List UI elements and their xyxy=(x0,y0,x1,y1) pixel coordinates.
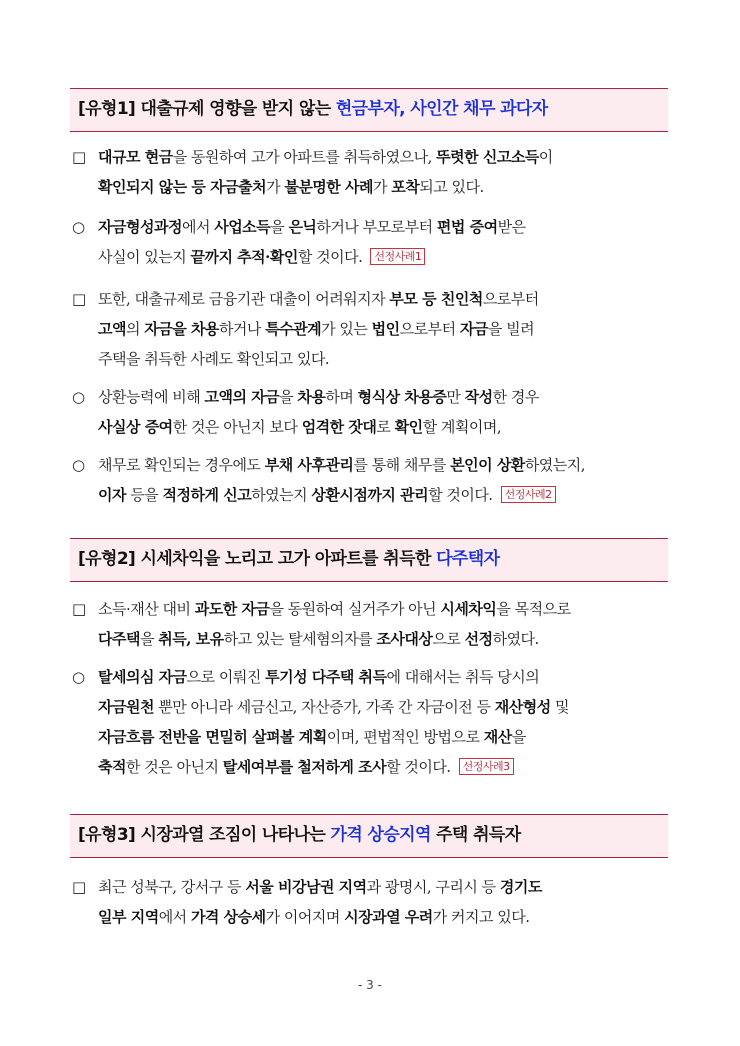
paragraph-circle xyxy=(72,212,676,272)
body-text: 이며, 편법적인 방법으로 xyxy=(326,728,484,746)
body-text: 최근 성북구, 강서구 등 xyxy=(98,878,246,896)
body-text: 하였는지, xyxy=(524,456,586,474)
body-text: 을 동원하여 고가 아파트를 취득하였으나, xyxy=(172,148,437,166)
emphasis-text: 경기도 xyxy=(499,878,542,896)
text-line xyxy=(72,594,676,624)
body-text: 으로 이뤄진 xyxy=(186,668,266,686)
section-header-highlight: 현금부자 xyxy=(335,99,400,119)
text-line xyxy=(72,624,676,654)
body-text: 가 xyxy=(266,178,285,196)
text-line xyxy=(72,480,676,510)
body-text: 하였는지 xyxy=(251,486,312,504)
text-line xyxy=(72,212,676,242)
paragraph-circle xyxy=(72,662,676,782)
body-text: 하며 xyxy=(325,388,358,406)
body-text: 되고 있다. xyxy=(419,178,484,196)
text-line xyxy=(72,314,676,344)
emphasis-text: 상환시점까지 관리 xyxy=(311,486,429,504)
emphasis-text: 형식상 차용증 xyxy=(357,388,447,406)
emphasis-text: 고액의 자금 xyxy=(204,388,280,406)
body-text: 한 것은 아닌지 보다 xyxy=(172,418,302,436)
body-text: 한 것은 아닌지 xyxy=(125,758,223,776)
body-text: 가 xyxy=(373,178,392,196)
emphasis-text: 뚜렷한 신고소득 xyxy=(436,148,539,166)
body-text: 로 xyxy=(376,418,395,436)
emphasis-text: 확인되지 않는 등 자금출처 xyxy=(98,178,267,196)
emphasis-text: 탈세여부를 철저하게 조사 xyxy=(222,758,387,776)
paragraph-circle xyxy=(72,382,676,442)
section-header-highlight: 다주택자 xyxy=(436,549,500,569)
body-text: 할 것이다. xyxy=(428,486,493,504)
text-line xyxy=(72,412,676,442)
body-text: 으로부터 xyxy=(482,290,539,308)
emphasis-text: 자금원천 xyxy=(98,698,154,716)
paragraph-square xyxy=(72,142,676,202)
emphasis-text: 자금을 차용 xyxy=(144,320,219,338)
emphasis-text: 사실상 증여 xyxy=(98,418,173,436)
circle-bullet-icon: ○ xyxy=(72,668,85,686)
text-line xyxy=(72,172,676,202)
section-header-highlight: 가격 상승지역 xyxy=(330,825,431,845)
emphasis-text: 선정 xyxy=(464,630,493,648)
emphasis-text: 포착 xyxy=(391,178,420,196)
section-header-text: 주택 취득자 xyxy=(430,825,521,845)
emphasis-text: 은닉 xyxy=(288,218,317,236)
emphasis-text: 작성 xyxy=(464,388,493,406)
emphasis-text: 이자 xyxy=(98,486,126,504)
body-text: 할 계획이며, xyxy=(422,418,502,436)
emphasis-text: 다주택 xyxy=(98,630,140,648)
body-text: 소득·재산 대비 xyxy=(98,600,195,618)
body-text: 등을 xyxy=(125,486,163,504)
body-text: 을 목적으로 xyxy=(496,600,571,618)
text-line xyxy=(72,722,676,752)
emphasis-text: 본인이 상환 xyxy=(450,456,525,474)
emphasis-text: 특수관계 xyxy=(265,320,322,338)
circle-bullet-icon: ○ xyxy=(72,388,85,406)
body-text: 를 통해 채무를 xyxy=(353,456,451,474)
emphasis-text: 대규모 현금 xyxy=(98,148,173,166)
emphasis-text: 취득, 보유 xyxy=(158,630,224,648)
emphasis-text: 편법 증여 xyxy=(436,218,498,236)
body-text: 하였다. xyxy=(492,630,539,648)
body-text: 사실이 있는지 xyxy=(98,248,191,266)
body-text: 받은 xyxy=(497,218,526,236)
body-text: 가 이어지며 xyxy=(265,908,345,926)
section-header-type2 xyxy=(70,538,668,582)
emphasis-text: 시세차익 xyxy=(440,600,497,618)
emphasis-text: 탈세의심 자금 xyxy=(98,668,187,686)
emphasis-text: 엄격한 잣대 xyxy=(301,418,377,436)
case-badge: 선정사례2 xyxy=(501,486,556,503)
emphasis-text: 재산형성 xyxy=(494,698,551,716)
body-text: 을 xyxy=(511,728,526,746)
case-badge: 선정사례3 xyxy=(459,758,514,775)
body-text: 또한, 대출규제로 금융기관 대출이 어려워지자 xyxy=(98,290,390,308)
text-line xyxy=(72,344,676,374)
text-line xyxy=(72,242,676,272)
body-text: 뿐만 아니라 세금신고, 자산증가, 가족 간 자금이전 등 xyxy=(153,698,495,716)
circle-bullet-icon: ○ xyxy=(72,218,85,236)
emphasis-text: 서울 비강남권 지역 xyxy=(245,878,367,896)
section-header-comma: , xyxy=(399,99,411,119)
body-text: 가 있는 xyxy=(321,320,372,338)
text-line xyxy=(72,142,676,172)
body-text: 상환능력에 비해 xyxy=(98,388,205,406)
paragraph-square xyxy=(72,594,676,654)
emphasis-text: 조사대상 xyxy=(376,630,433,648)
body-text: 할 것이다. xyxy=(297,248,363,266)
body-text: 하거나 xyxy=(218,320,266,338)
emphasis-text: 끝까지 추적·확인 xyxy=(190,248,298,266)
emphasis-text: 재산 xyxy=(483,728,512,746)
text-line xyxy=(72,284,676,314)
emphasis-text: 과도한 자금 xyxy=(194,600,270,618)
paragraph-square xyxy=(72,872,676,932)
emphasis-text: 부채 사후관리 xyxy=(264,456,354,474)
paragraph-square xyxy=(72,284,676,374)
body-text: 에서 xyxy=(158,908,191,926)
section-header-text: [유형3] 시장과열 조짐이 나타나는 xyxy=(78,825,331,845)
emphasis-text: 가격 상승세 xyxy=(190,908,266,926)
body-text: 을 빌려 xyxy=(487,320,535,338)
body-text: 으로 xyxy=(432,630,465,648)
body-text: 하거나 부모로부터 xyxy=(316,218,437,236)
body-text: 을 xyxy=(139,630,159,648)
emphasis-text: 축적 xyxy=(98,758,126,776)
emphasis-text: 차용 xyxy=(297,388,326,406)
emphasis-text: 사업소득 xyxy=(214,218,271,236)
section-header-highlight: 사인간 채무 과다자 xyxy=(410,99,548,119)
page-number: - 3 - xyxy=(358,978,382,992)
body-text: 을 xyxy=(270,218,289,236)
emphasis-text: 고액 xyxy=(98,320,126,338)
square-bullet-icon: □ xyxy=(72,878,86,896)
emphasis-text: 자금흐름 전반을 면밀히 살펴볼 계획 xyxy=(98,728,327,746)
emphasis-text: 확인 xyxy=(394,418,423,436)
section-header-type3 xyxy=(70,814,668,858)
body-text: 이 xyxy=(538,148,553,166)
text-line xyxy=(72,752,676,782)
square-bullet-icon: □ xyxy=(72,148,86,166)
body-text: 에 대해서는 취득 당시의 xyxy=(386,668,540,686)
emphasis-text: 자금 xyxy=(459,320,488,338)
body-text: 가 커지고 있다. xyxy=(432,908,530,926)
emphasis-text: 법인 xyxy=(371,320,400,338)
body-text: 할 것이다. xyxy=(386,758,451,776)
emphasis-text: 일부 지역 xyxy=(98,908,159,926)
paragraph-circle xyxy=(72,450,676,510)
body-text: 과 광명시, 구리시 등 xyxy=(366,878,500,896)
text-line xyxy=(72,692,676,722)
body-text: 을 동원하여 실거주가 아닌 xyxy=(269,600,441,618)
section-header-text: [유형1] 대출규제 영향을 받지 않는 xyxy=(78,99,336,119)
body-text: 을 xyxy=(279,388,298,406)
emphasis-text: 부모 등 친인척 xyxy=(389,290,483,308)
body-text: 및 xyxy=(550,698,569,716)
case-badge: 선정사례1 xyxy=(370,248,425,265)
text-line xyxy=(72,662,676,692)
body-text: 한 경우 xyxy=(492,388,539,406)
emphasis-text: 적정하게 신고 xyxy=(162,486,252,504)
emphasis-text: 자금형성과정 xyxy=(98,218,182,236)
text-line xyxy=(72,902,676,932)
body-text: 에서 xyxy=(181,218,215,236)
body-text: 주택을 취득한 사례도 확인되고 있다. xyxy=(98,350,330,368)
body-text: 의 xyxy=(125,320,145,338)
emphasis-text: 투기성 다주택 취득 xyxy=(265,668,387,686)
body-text: 채무로 확인되는 경우에도 xyxy=(98,456,265,474)
section-header-type1 xyxy=(70,88,668,132)
text-line xyxy=(72,450,676,480)
body-text: 으로부터 xyxy=(399,320,460,338)
square-bullet-icon: □ xyxy=(72,290,86,308)
body-text: 만 xyxy=(446,388,465,406)
section-header-text: [유형2] 시세차익을 노리고 고가 아파트를 취득한 xyxy=(78,549,437,569)
body-text: 하고 있는 탈세혐의자를 xyxy=(223,630,377,648)
circle-bullet-icon: ○ xyxy=(72,456,85,474)
text-line xyxy=(72,872,676,902)
square-bullet-icon: □ xyxy=(72,600,86,618)
emphasis-text: 시장과열 우려 xyxy=(344,908,433,926)
emphasis-text: 불분명한 사례 xyxy=(284,178,373,196)
text-line xyxy=(72,382,676,412)
